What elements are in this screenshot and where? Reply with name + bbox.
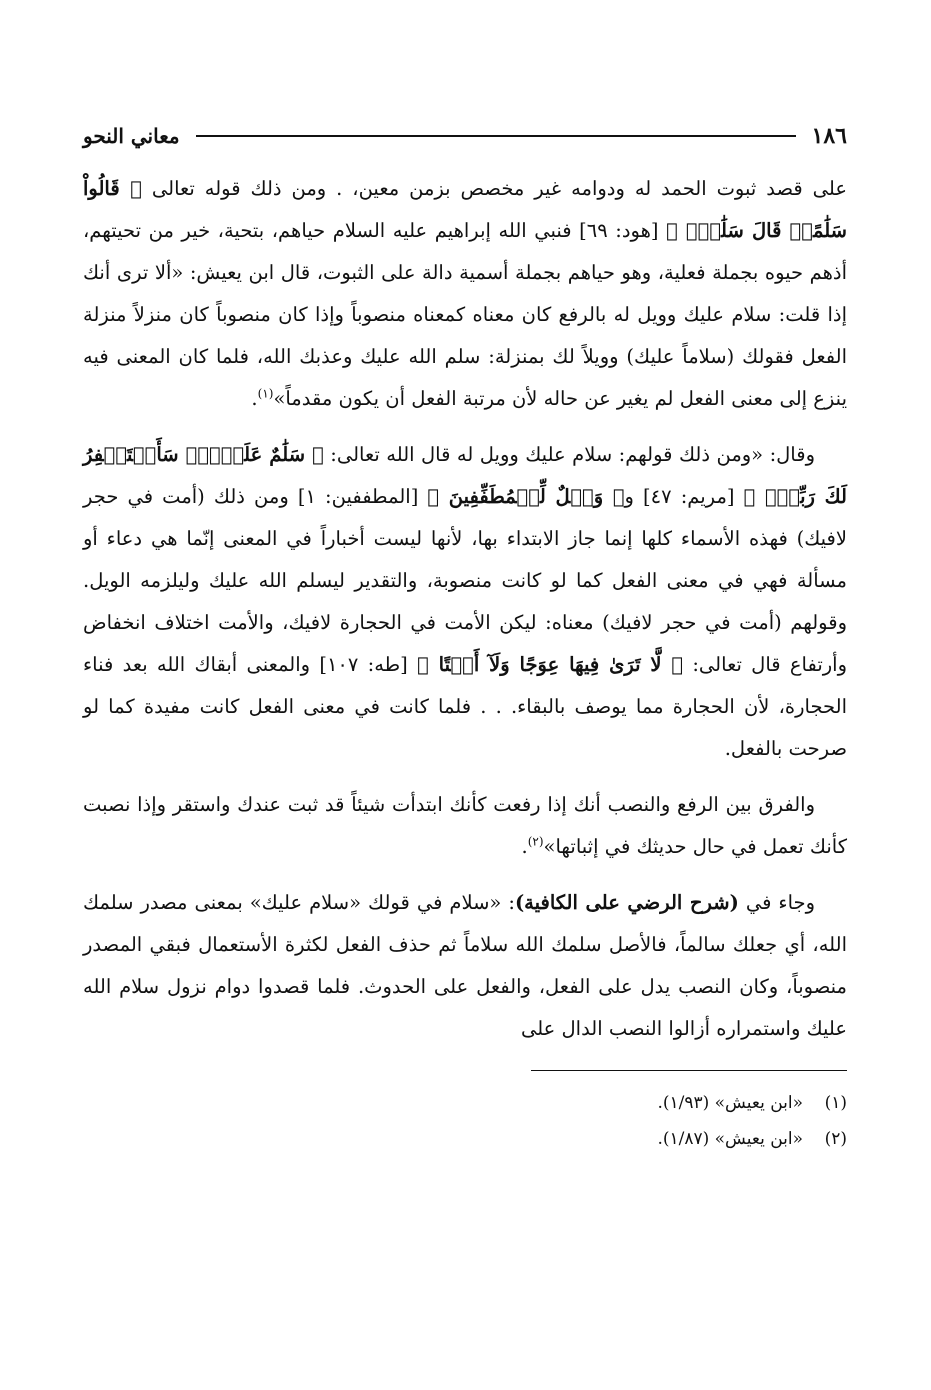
text-segment: وقال: «ومن ذلك قولهم: سلام عليك وويل له قال الله تعالى:: [323, 443, 815, 466]
text-segment: على قصد ثبوت الحمد له ودوامه غير مخصص بزمن معين، . ومن ذلك قوله تعالى: [141, 177, 848, 200]
footnotes: [83, 1085, 847, 1157]
paragraph-1: [83, 168, 847, 420]
body-text: [83, 168, 847, 1050]
footnote-text: «ابن يعيش» (١/٩٣).: [657, 1093, 803, 1113]
page-header: [83, 118, 847, 154]
text-segment: وجاء في: [738, 891, 815, 914]
footnote-item: [83, 1085, 847, 1121]
paragraph-2: [83, 434, 847, 770]
book-page: [83, 118, 847, 1358]
footnote-number: (٢): [824, 1129, 847, 1149]
text-segment: .: [251, 387, 258, 410]
book-title: معاني النحو: [83, 124, 180, 148]
footnote-marker: (١): [257, 386, 274, 401]
text-segment: : «سلام في قولك «سلام عليك» بمعنى مصدر سلمك الله، أي جعلك سالماً، فالأصل سلمك الله سلاماً ثم حذف الفعل لكثرة الأستعمال فبقي المصدر منصوباً، وكان النصب يدل على الفعل، والفعل على الحدوث. فلما قصدوا دوام نزول سلام الله عليك واستمراره أزالوا النصب الدال على: [83, 891, 847, 1040]
book-reference: (شرح الرضي على الكافية): [514, 891, 739, 914]
page-number: ١٨٦: [811, 123, 847, 149]
footnote-number: (١): [824, 1093, 847, 1113]
text-segment: [طه: ١٠٧] والمعنى أبقاك الله بعد فناء الحجارة، لأن الحجارة مما يوصف بالبقاء. . . فلما كانت في معنى الفعل كانت مفيدة كما لو صرحت بالفعل.: [83, 653, 847, 760]
footnote-text: «ابن يعيش» (١/٨٧).: [657, 1129, 803, 1149]
footnote-item: [83, 1121, 847, 1157]
footnote-marker: (٢): [527, 834, 544, 849]
header-rule: [196, 135, 796, 137]
quran-verse: ﴿ قَالُواْ سَلَٰمًاۖ قَالَ سَلَٰمٌۖ ﴾: [83, 177, 848, 242]
paragraph-3: [83, 784, 847, 868]
text-segment: [المطففين: ١] ومن ذلك (أمت في حجر لافيك) فهذه الأسماء كلها إنما جاز الابتداء بها، لأنها ليست أخباراً في المعنى إنّما هي دعاء أو مسألة فهي في معنى الفعل كما لو كانت منصوبة، والتقدير ليسلم الله عليك وليلزمه الويل. وقولهم (أمت في حجر لافيك) معناه: ليكن الأمت في الحجارة لافيك، والأمت اختلاف انخفاض وأرتفاع قال تعالى:: [83, 485, 847, 676]
footnote-separator: [531, 1070, 847, 1071]
text-segment: [هود: ٦٩] فنبي الله إبراهيم عليه السلام حياهم، بتحية، خير من تحيتهم، أذهم حيوه بجملة فعلية، وهو حياهم بجملة أسمية دالة على الثبوت، قال ابن يعيش: «ألا ترى أنك إذا قلت: سلام عليك وويل له بالرفع كان معناه كمعناه منصوباً وإذا كان منصوباً كان منزلاً منزلة الفعل فقولك (سلاماً عليك) وويلاً لك بمنزلة: سلم الله عليك وعذبك الله، فلما كان المعنى فيه ينزع إلى معنى الفعل لم يغير عن حاله لأن مرتبة الفعل أن يكون مقدماً»: [83, 219, 847, 410]
text-segment: [مريم: ٤٧] و: [624, 485, 744, 508]
quran-verse: ﴿ وَيۡلٌ لِّلۡمُطَفِّفِينَ ﴾: [427, 485, 625, 508]
text-segment: والفرق بين الرفع والنصب أنك إذا رفعت كأنك ابتدأت شيئاً قد ثبت عندك واستقر وإذا نصبت كأنك تعمل في حال حديثك في إثباتها»: [83, 793, 847, 858]
paragraph-4: [83, 882, 847, 1050]
text-segment: .: [521, 835, 528, 858]
quran-verse: ﴿ لَّا تَرَىٰ فِيهَا عِوَجًا وَلَآ أَمۡتًا ﴾: [417, 653, 684, 676]
quran-verse: ﴿ سَلَٰمٌ عَلَيۡكَۖ سَأَسۡتَغۡفِرُ لَكَ رَبِّيٓۖ ﴾: [83, 443, 847, 508]
